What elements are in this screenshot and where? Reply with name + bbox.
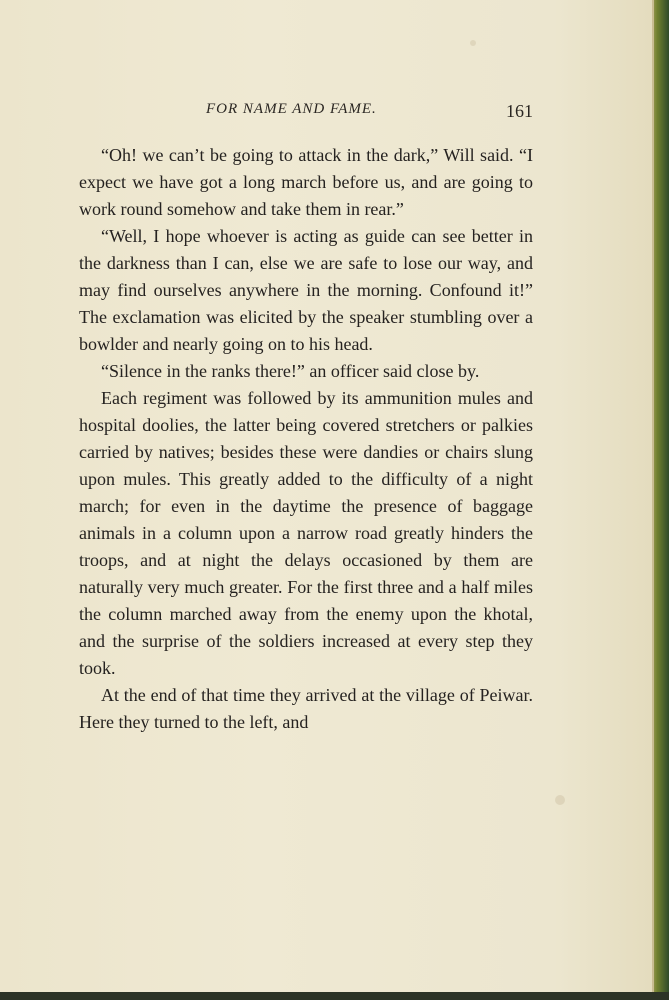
bottom-border bbox=[0, 992, 669, 1000]
paragraph: Each regiment was followed by its ammunition mules and hospital doolies, the latter being covered stretchers or palkies carried by natives; besides these were dandies or chairs slung upon mules. This greatly added to the difficulty of a night march; for even in the daytime the presence of baggage animals in a column upon a narrow road greatly hinders the troops, and at night the delays occasioned by them are naturally very much greater. For the first three and a half miles the column marched away from the enemy upon the khotal, and the surprise of the soldiers increased at every step they took. bbox=[79, 388, 533, 678]
paper-stain bbox=[555, 795, 565, 805]
page-number: 161 bbox=[506, 101, 533, 121]
body-text bbox=[79, 142, 533, 736]
paragraph: “Well, I hope whoever is acting as guide can see better in the darkness than I can, else we are safe to lose our way, and may find ourselves anywhere in the morning. Confound it!” The exclamation was elicited by the speaker stumbling over a bowlder and nearly going on to his head. bbox=[79, 226, 533, 354]
paper-stain bbox=[470, 40, 476, 46]
paragraph: “Oh! we can’t be going to attack in the dark,” Will said. “I expect we have got a long march before us, and are going to work round somehow and take them in rear.” bbox=[79, 145, 533, 219]
paragraph: “Silence in the ranks there!” an officer said close by. bbox=[101, 361, 480, 381]
paragraph: At the end of that time they arrived at the village of Peiwar. Here they turned to the left, and bbox=[79, 685, 533, 732]
running-head: FOR NAME AND FAME. bbox=[206, 101, 377, 117]
